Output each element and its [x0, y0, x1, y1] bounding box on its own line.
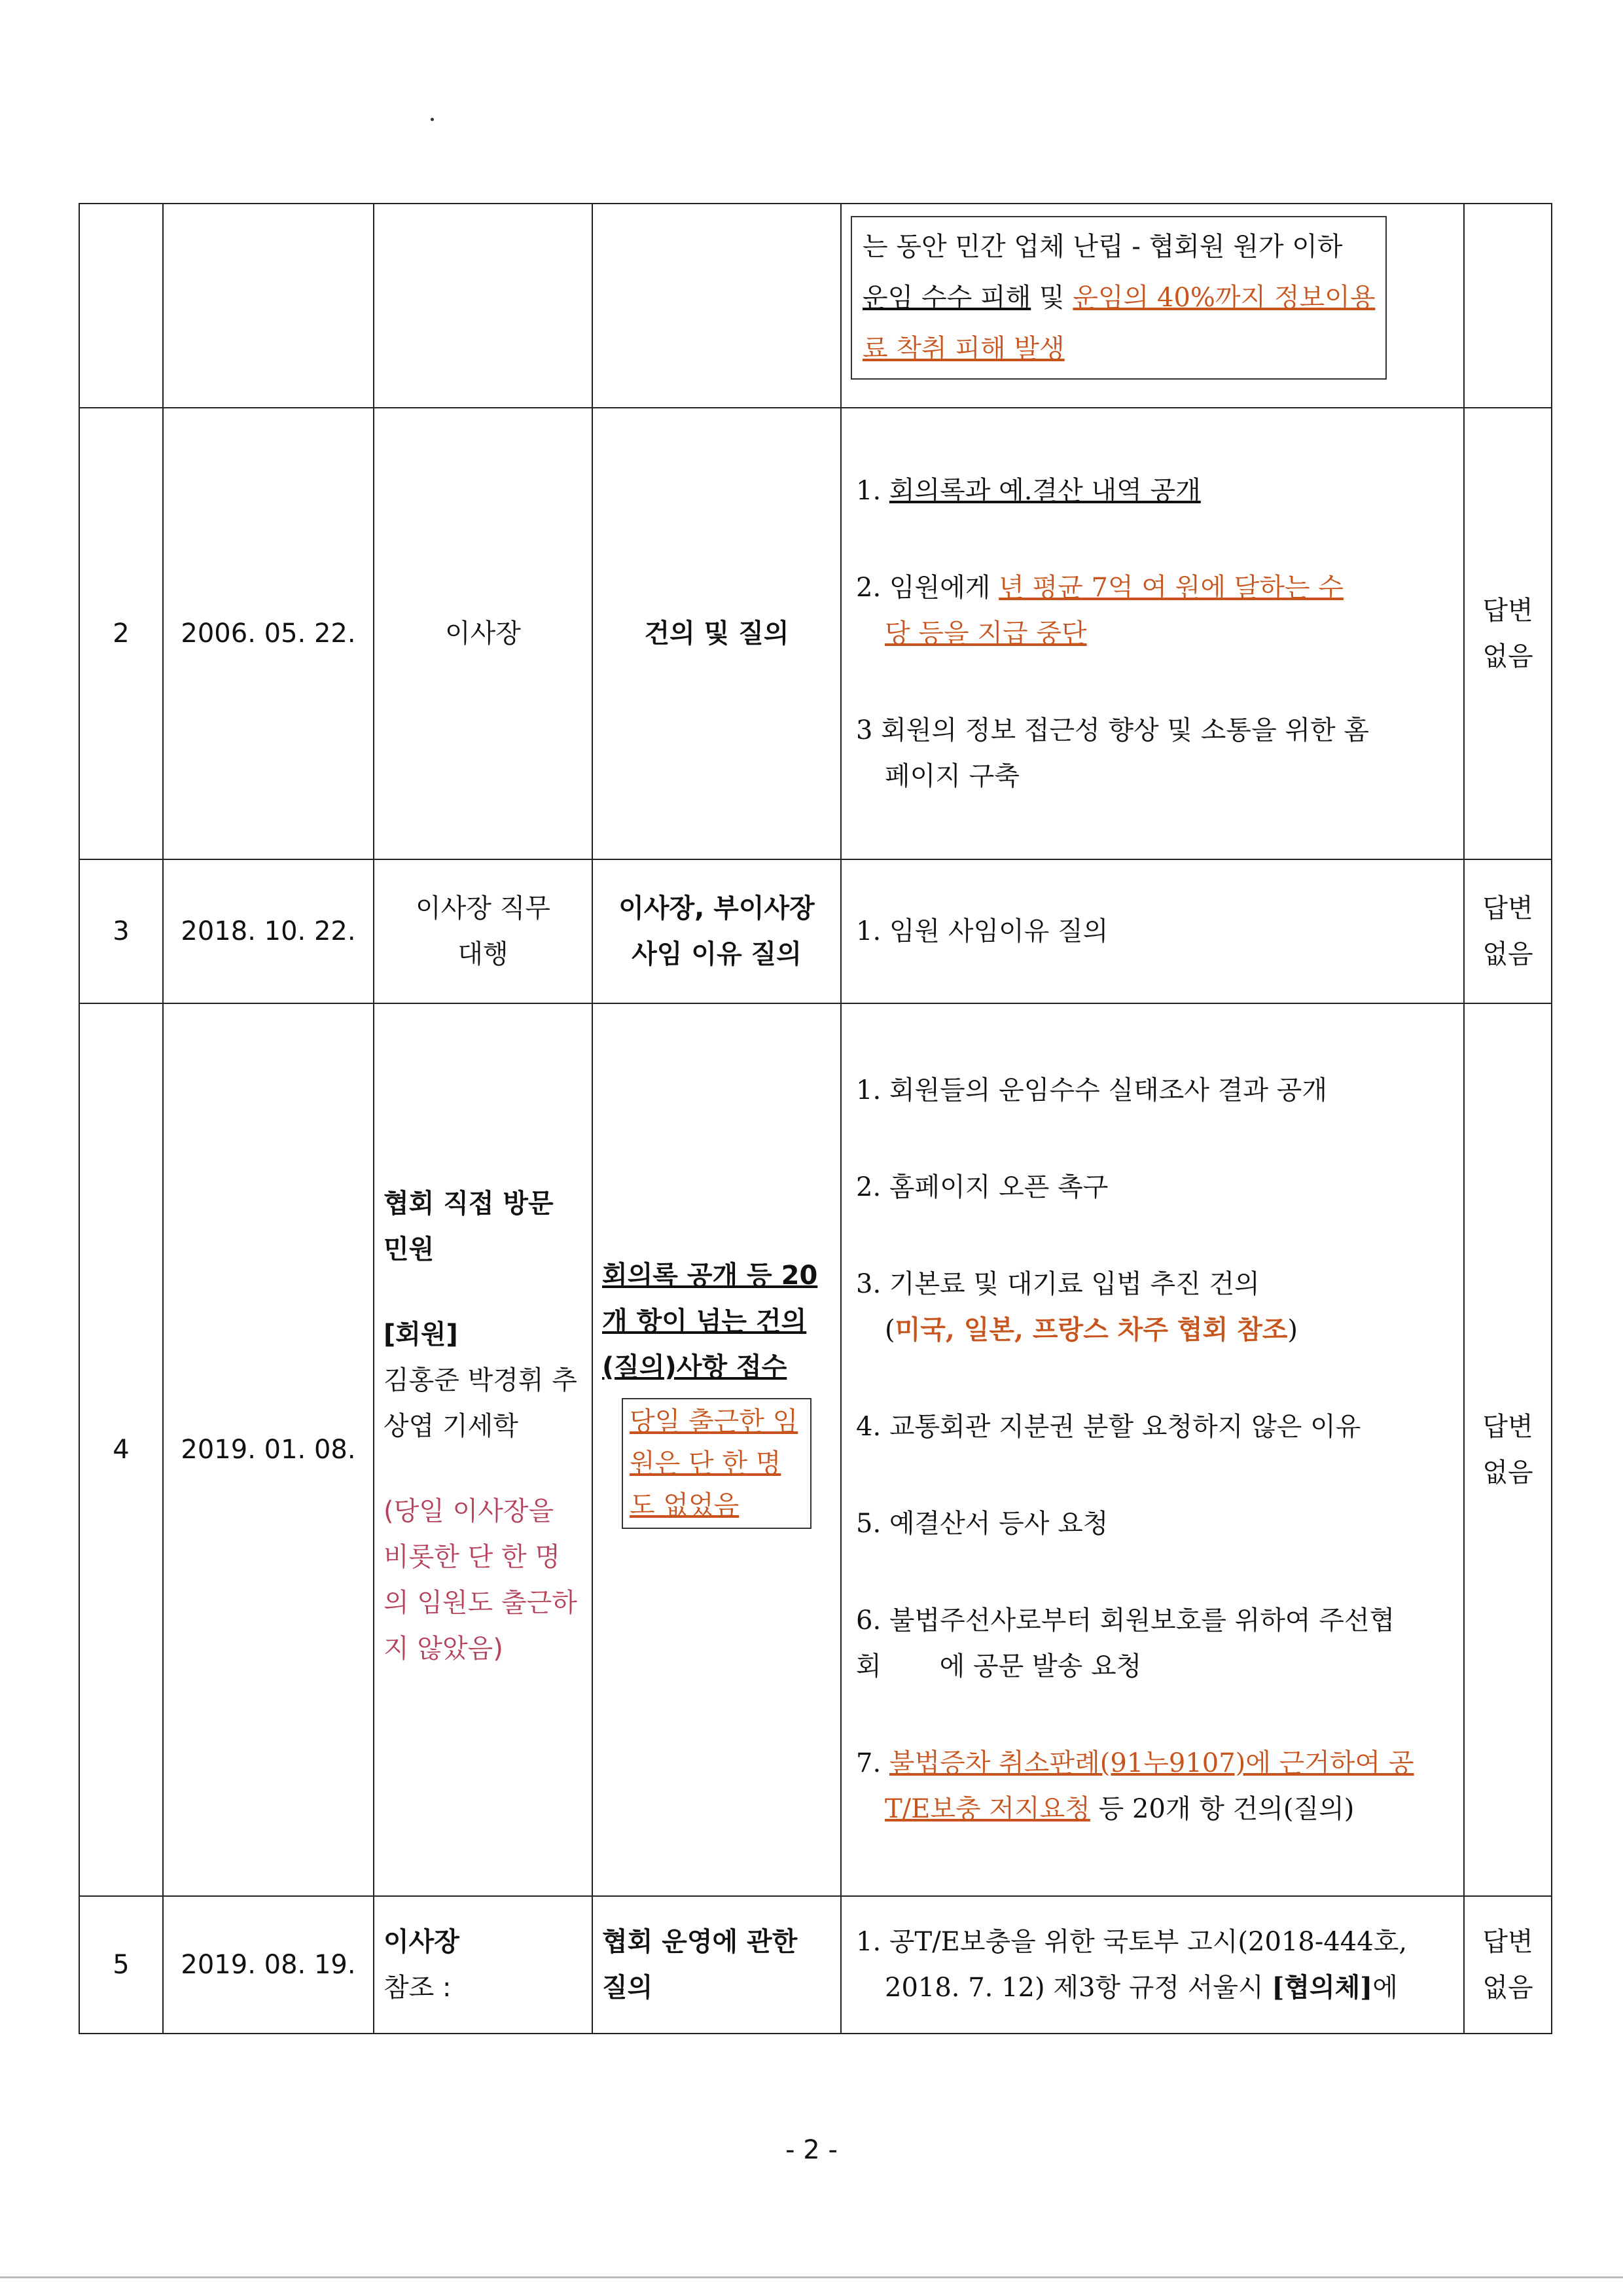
list-item: 1. 공T/E보충을 위한 국토부 고시(2018-444호, 2018. 7. 12) 제3항 규정 서울시 [협의체]에	[856, 1927, 1408, 2003]
scan-edge	[0, 2276, 1623, 2278]
row-requester: 이사장 직무대행	[374, 859, 592, 1003]
list-item: 1. 회의록과 예.결산 내역 공개	[856, 476, 1201, 506]
box-line-1: 는 동안 민간 업체 난립 - 협회원 원가 이하	[863, 232, 1343, 262]
row-date: 2019. 01. 08.	[163, 1003, 374, 1896]
row-number: 5	[79, 1896, 163, 2034]
list-item: 2. 임원에게 년 평균 7억 여 원에 달하는 수 당 등을 지급 중단	[856, 573, 1344, 649]
row-date: 2019. 08. 19.	[163, 1896, 374, 2034]
list-item: 7. 불법증차 취소판례(91누9107)에 근거하여 공 T/E보충 저지요청 등 20개 항 건의(질의)	[856, 1748, 1414, 1824]
highlight-box	[851, 216, 1387, 380]
row-content	[841, 408, 1464, 859]
row-number: 3	[79, 859, 163, 1003]
row-answer: 답변 없음	[1464, 408, 1552, 859]
row-number: 4	[79, 1003, 163, 1896]
row-requester: 이사장	[374, 408, 592, 859]
row-answer: 답변 없음	[1464, 859, 1552, 1003]
row-requester	[374, 204, 592, 408]
complaint-table	[79, 203, 1552, 2034]
page-number: - 2 -	[785, 2135, 838, 2165]
box-line-3: 료 착취 피해 발생	[863, 334, 1065, 364]
table-row	[79, 1896, 1552, 2034]
row-content	[841, 1896, 1464, 2034]
requester-ref: 참조 :	[383, 1973, 452, 2003]
member-label: [회원]	[383, 1319, 458, 1350]
row-requester	[374, 1896, 592, 2034]
row-number	[79, 204, 163, 408]
table-row	[79, 408, 1552, 859]
table-row	[79, 859, 1552, 1003]
row-content	[841, 1003, 1464, 1896]
list-item: 4. 교통회관 지분권 분할 요청하지 않은 이유	[856, 1412, 1361, 1442]
row-type	[592, 1003, 841, 1896]
row-answer: 답변 없음	[1464, 1003, 1552, 1896]
row-answer: 답변 없음	[1464, 1896, 1552, 2034]
row-type: 건의 및 질의	[592, 408, 841, 859]
row-date	[163, 204, 374, 408]
list-item: 1. 임원 사임이유 질의	[856, 916, 1109, 946]
row-type: 협회 운영에 관한 질의	[592, 1896, 841, 2034]
row-content	[841, 859, 1464, 1003]
requester-title: 협회 직접 방문 민원	[383, 1189, 554, 1265]
list-item: 1. 회원들의 운임수수 실태조사 결과 공개	[856, 1075, 1327, 1105]
row-answer	[1464, 204, 1552, 408]
row-requester	[374, 1003, 592, 1896]
row-number: 2	[79, 408, 163, 859]
list-item: 5. 예결산서 등사 요청	[856, 1509, 1109, 1539]
table-row	[79, 204, 1552, 408]
list-item: 3 회원의 정보 접근성 향상 및 소통을 위한 홈 페이지 구축	[856, 715, 1370, 791]
member-names: 김홍준 박경휘 추상엽 기세학	[383, 1365, 577, 1441]
row-date: 2006. 05. 22.	[163, 408, 374, 859]
box-line-2: 운임 수수 피해 및 운임의 40%까지 정보이용	[863, 283, 1376, 313]
row-type	[592, 204, 841, 408]
requester-title: 이사장	[383, 1927, 459, 1957]
list-item: 2. 홈페이지 오픈 촉구	[856, 1172, 1109, 1202]
row-date: 2018. 10. 22.	[163, 859, 374, 1003]
type-note	[622, 1398, 812, 1529]
row-type: 이사장, 부이사장 사임 이유 질의	[592, 859, 841, 1003]
type-note-box: 당일 출근한 임원은 단 한 명도 없었음	[622, 1398, 812, 1529]
list-item: 6. 불법주선사로부터 회원보호를 위하여 주선협 회 에 공문 발송 요청	[856, 1605, 1395, 1681]
list-item: 3. 기본료 및 대기료 입법 추진 건의 (미국, 일본, 프랑스 차주 협회 참조)	[856, 1269, 1298, 1345]
type-main: 회의록 공개 등 20개 항이 넘는 건의(질의)사항 접수	[602, 1261, 818, 1382]
scan-dot	[431, 118, 434, 121]
row-content	[841, 204, 1464, 408]
table-row	[79, 1003, 1552, 1896]
requester-note: (당일 이사장을 비롯한 단 한 명의 임원도 출근하지 않았음)	[383, 1496, 577, 1664]
